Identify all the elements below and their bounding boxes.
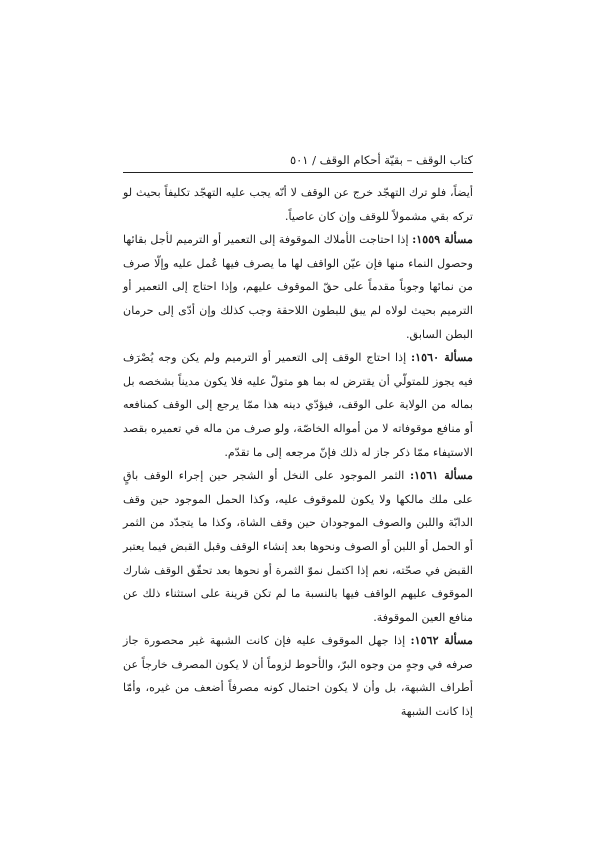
- issue-1561: [123, 464, 473, 629]
- header-rule: [123, 172, 473, 173]
- issue-text: إذا جهل الموقوف عليه فإن كانت الشبهة غير محصورة جاز صرفه في وجهٍ من وجوه البرّ، والأحوط لزوماً أن لا يكون المصرف خارجاً عن أطراف الشبهة، بل وأن لا يكون احتمال كونه مصرفاً أضعف من غيره، وأمّا إذا كانت الشبهة: [123, 634, 473, 719]
- header-title: كتاب الوقف – بقيّة أحكام الوقف / ٥٠١: [289, 153, 473, 167]
- paragraph-continuation: [123, 181, 473, 228]
- issue-label: مسألة ١٥٥٩:: [412, 232, 473, 247]
- issue-1559: [123, 228, 473, 346]
- issue-1562: [123, 629, 473, 723]
- issue-label: مسألة ١٥٦٢:: [410, 633, 474, 648]
- paragraph-text: أيضاً، فلو ترك التهجّد خرج عن الوقف لا أنّه يجب عليه التهجّد تكليفاً بحيث لو تركه بقي مشمولاً للوقف وإن كان عاصياً.: [123, 186, 473, 223]
- issue-text: إذا احتاجت الأملاك الموقوفة إلى التعمير أو الترميم لأجل بقائها وحصول النماء منها فإن عيّن الواقف لها ما يصرف فيها عُمل عليه وإلّا صرف من نمائها وجوباً مقدماً على حقّ الموقوف عليهم، وإذا احتاج إلى التعمير أو الترميم بحيث لولاه لم يبق للبطون اللاحقة وجب كذلك وإن أدّى إلى حرمان البطن السابق.: [122, 233, 473, 341]
- page-body: [123, 181, 473, 724]
- issue-text: الثمر الموجود على النخل أو الشجر حين إجراء الوقف باقٍ على ملك مالكها ولا يكون للموقوف عليه، وكذا الحمل الموجود حين وقف الدابّة واللبن والصوف الموجودان حين وقف الشاة، وكذا ما يتجدّد من الثمر أو الحمل أو اللبن أو الصوف ونحوها بعد إنشاء الوقف وقبل القبض فيما يعتبر القبض في صحّته، نعم إذا اكتمل نموّ الثمرة أو نحوها بعد تحقّق الوقف شارك الموقوف عليهم الواقف فيها بالنسبة ما لم تكن قرينة على استثناء ذلك عن منافع العين الموقوفة.: [123, 469, 473, 624]
- running-header: [123, 152, 473, 168]
- issue-label: مسألة ١٥٦١:: [410, 468, 474, 483]
- issue-label: مسألة ١٥٦٠:: [410, 350, 474, 365]
- issue-1560: [123, 346, 473, 464]
- issue-text: إذا احتاج الوقف إلى التعمير أو الترميم ولم يكن وجه يُصْرَف فيه يجوز للمتولّي أن يقترض له بما هو متولّ عليه فلا يكون مديناً بشخصه بل بماله من الولاية على الوقف، فيؤدّي دينه هذا ممّا يرجع إلى الوقف كمنافعه أو منافع موقوفاته لا من أمواله الخاصّة، ولو صرف من ماله في تعميره بقصد الاستيفاء ممّا ذكر جاز له ذلك فإنّ مرجعه إلى ما تقدّم.: [123, 351, 473, 459]
